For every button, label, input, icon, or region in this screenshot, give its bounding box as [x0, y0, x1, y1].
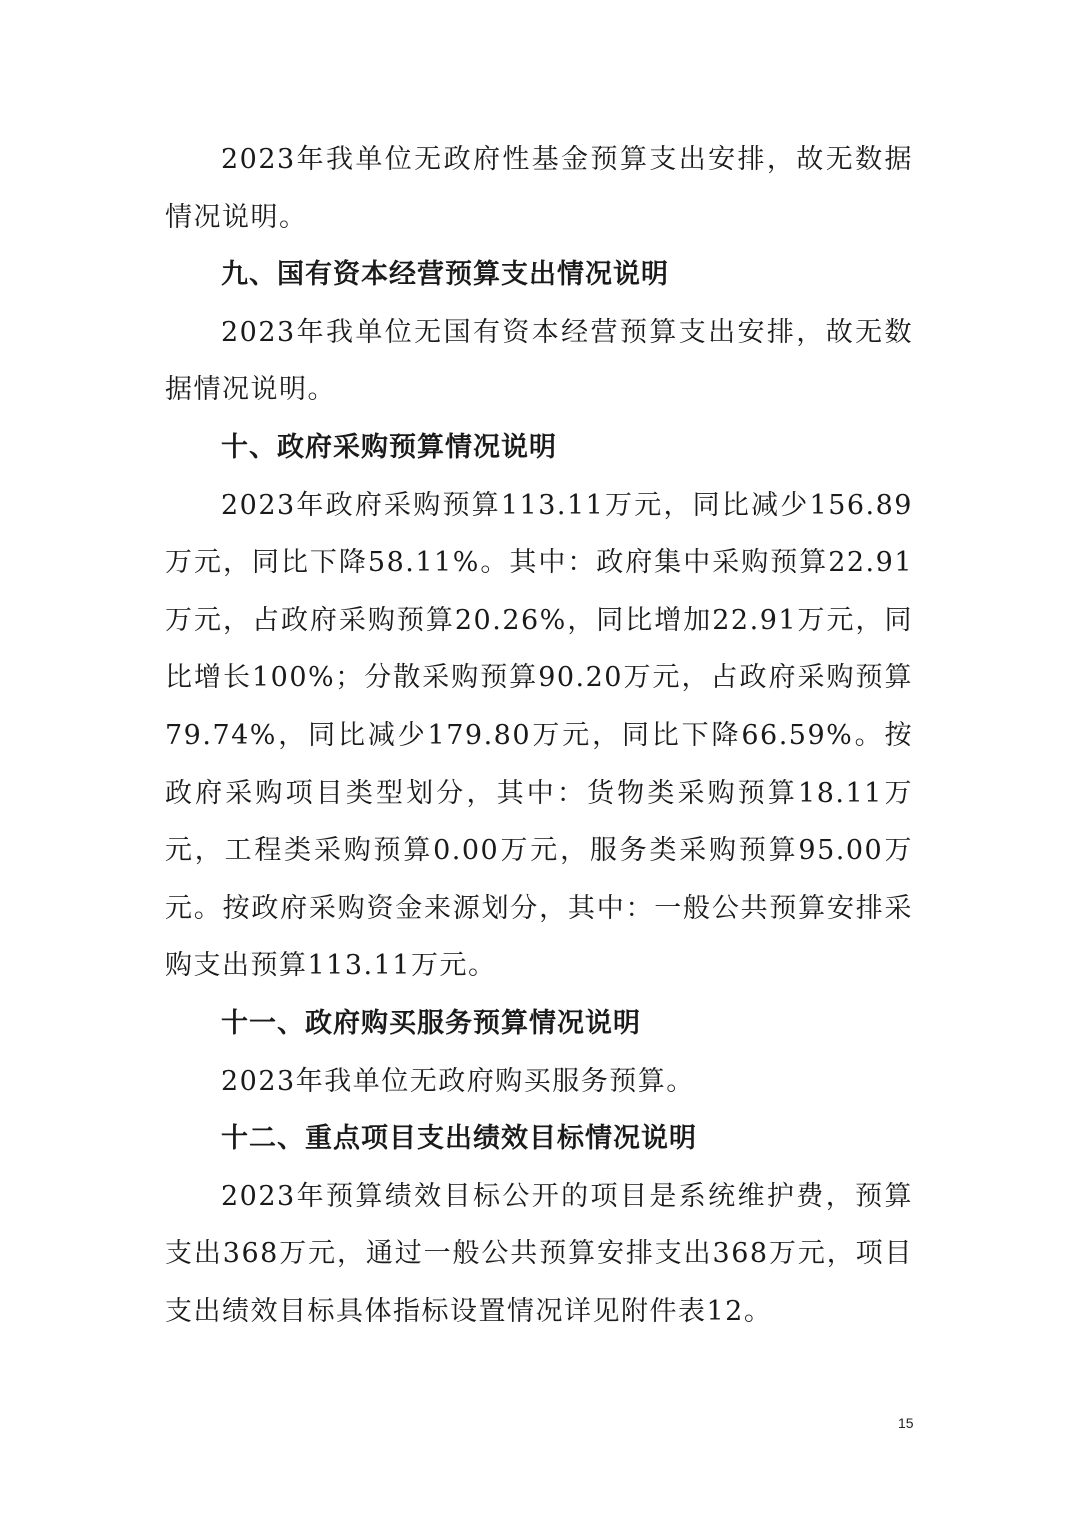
page-number: 15 [898, 1415, 914, 1431]
heading-section-10: 十、政府采购预算情况说明 [221, 431, 557, 463]
paragraph-state-capital-budget: 2023年我单位无国有资本经营预算支出安排，故无数据情况说明。 [165, 316, 913, 406]
paragraph-government-procurement: 2023年政府采购预算113.11万元，同比减少156.89万元，同比下降58.11%。其中：政府集中采购预算22.91万元，占政府采购预算20.26%，同比增加22.91万元，同比增长100%；分散采购预算90.20万元，占政府采购预算79.74%，同比减少179.80万元，同比下降66.59%。按政府采购项目类型划分，其中：货物类采购预算18.11万元，工程类采购预算0.00万元，服务类采购预算95.00万元。按政府采购资金来源划分，其中：一般公共预算安排采购支出预算113.11万元。 [165, 489, 913, 982]
paragraph-purchased-services: 2023年我单位无政府购买服务预算。 [221, 1065, 695, 1097]
paragraph-government-fund-budget: 2023年我单位无政府性基金预算支出安排，故无数据情况说明。 [165, 144, 913, 233]
heading-section-11: 十一、政府购买服务预算情况说明 [221, 1007, 641, 1039]
heading-section-9: 九、国有资本经营预算支出情况说明 [221, 259, 669, 291]
document-body [165, 131, 913, 1340]
paragraph-performance-targets: 2023年预算绩效目标公开的项目是系统维护费，预算支出368万元，通过一般公共预算安排支出368万元，项目支出绩效目标具体指标设置情况详见附件表12。 [165, 1180, 913, 1327]
heading-section-12: 十二、重点项目支出绩效目标情况说明 [221, 1123, 697, 1155]
